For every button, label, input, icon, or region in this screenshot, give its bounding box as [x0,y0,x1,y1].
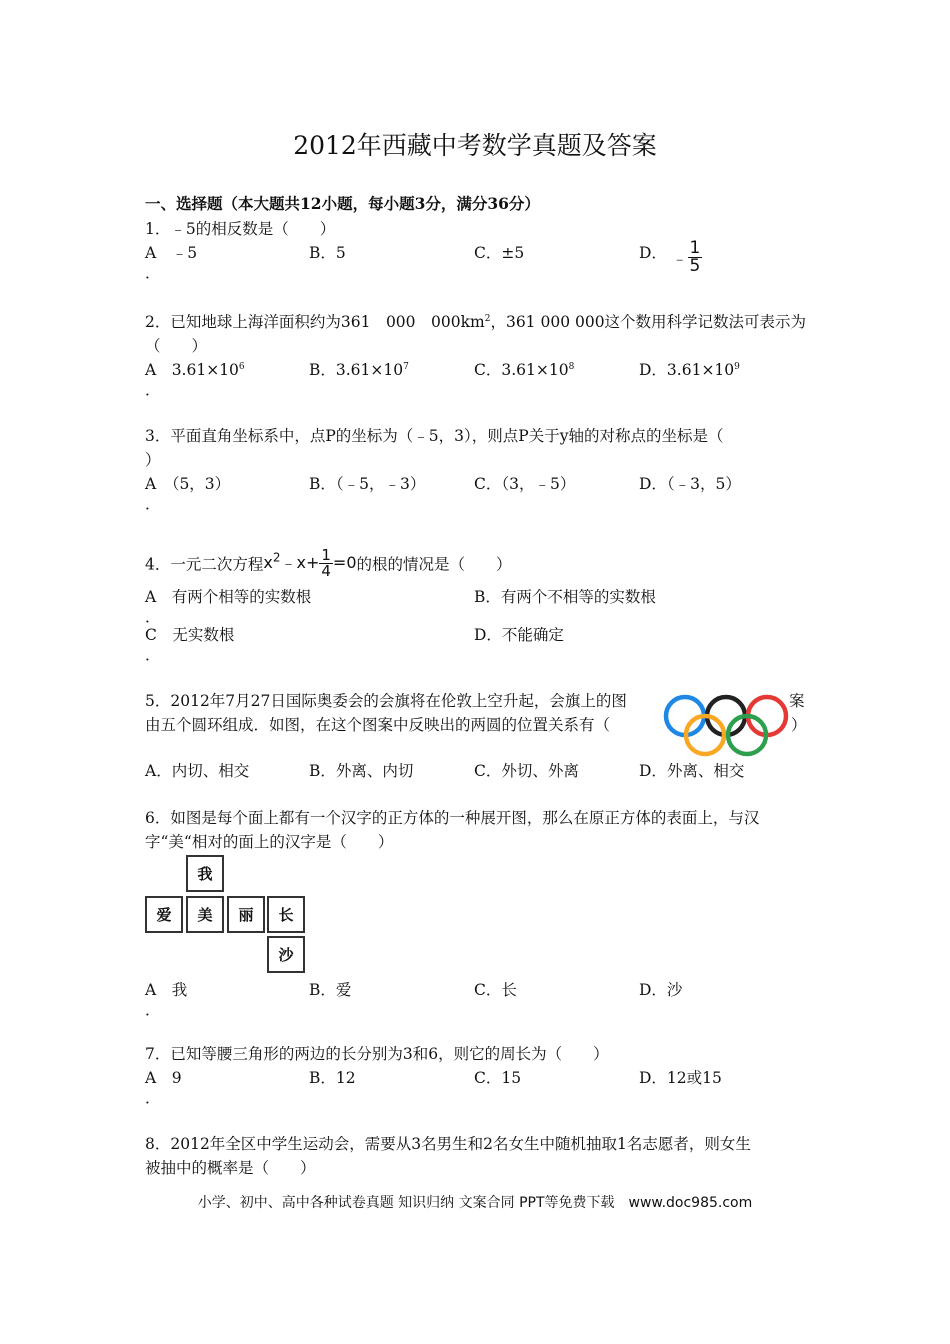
q4-eq-numerator: 1 [321,546,331,564]
q6-line2: 字“美“相对的面上的汉字是（ ） [145,833,394,851]
q2-c-sup: 8 [568,361,575,372]
q7-option-d: D．12或15 [639,1069,722,1087]
q1-option-d [639,241,667,263]
q5-option-b: B．外离、内切 [309,762,414,780]
q2-b-sup: 7 [403,361,409,372]
q3-option-d: D．（﹣3，5） [639,475,741,493]
q2-option-a-dot: ． [145,381,161,399]
q8-line2: 被抽中的概率是（ ） [145,1159,316,1177]
q1-d-numerator: 1 [689,238,701,258]
page-title: 2012年西藏中考数学真题及答案 [293,131,657,160]
q1-option-a-dot: ． [145,264,161,282]
q3-option-c: C．（3，﹣5） [474,475,576,493]
cube-net-figure [145,855,307,975]
q5-line2-tail: ） [791,716,807,734]
q2-a-text: A 3.61×10 [145,361,239,379]
q7-option-a: A 9 [145,1069,182,1087]
q3-option-a-dot: ． [145,495,161,513]
q2-d-sup: 9 [734,361,740,372]
q2-stem-text: 2．已知地球上海洋面积约为361 000 000km [145,313,485,331]
q7-option-b: B．12 [309,1069,356,1087]
q4-option-d: D．不能确定 [474,626,564,644]
q5-option-d: D．外离、相交 [639,762,745,780]
q8-line1: 8．2012年全区中学生运动会，需要从3名男生和2名女生中随机抽取1名志愿者，则女生 [145,1135,751,1153]
q4-eq-sup: 2 [272,550,281,565]
q4-option-c-dot: ． [145,646,161,664]
q3-option-a: A （5，3） [145,475,231,493]
q1-option-c: C．±5 [474,244,525,262]
q2-b-text: B．3.61×10 [309,361,404,379]
q5-line1: 5．2012年7月27日国际奥委会的会旗将在伦敦上空升起，会旗上的图 [145,692,627,710]
net-cell-ai: 爱 [145,896,183,933]
net-cell-wo: 我 [186,855,224,892]
q4-eq-denominator: 4 [321,562,331,580]
q3-paren: ） [145,451,161,469]
q2-stem-tail: ，361 000 000这个数用科学记数法可表示为 [490,313,807,331]
q4-option-a: A 有两个相等的实数根 [145,588,312,606]
q1-d-denominator: 5 [689,256,701,276]
q2-option-a [145,358,245,380]
q1-option-b: B．5 [309,244,346,262]
q7-stem: 7．已知等腰三角形的两边的长分别为3和6，则它的周长为（ ） [145,1045,609,1063]
q2-option-c [474,358,574,380]
q6-option-d: D．沙 [639,981,683,999]
q4-stem [145,548,512,579]
olympic-rings-figure [662,692,792,758]
net-cell-li: 丽 [227,896,265,933]
q6-line1: 6．如图是每个面上都有一个汉字的正方体的一种展开图，那么在原正方体的表面上，与汉 [145,809,760,827]
q6-option-a: A 我 [145,981,188,999]
q2-stem-sup: 2 [484,313,491,324]
q4-option-c: C 无实数根 [145,626,235,644]
q4-stem-post: 的根的情况是（ ） [356,555,512,574]
q4-option-a-dot: ． [145,608,161,626]
q4-stem-pre: 4．一元二次方程 [145,555,264,574]
q7-option-c: C．15 [474,1069,522,1087]
q2-d-text: D．3.61×10 [639,361,735,379]
q3-stem: 3．平面直角坐标系中，点P的坐标为（﹣5，3），则点P关于y轴的对称点的坐标是（ [145,427,724,445]
q1-option-d-fraction [672,240,702,275]
q2-stem [145,310,806,332]
q1-option-a: A ﹣5 [145,244,198,262]
net-cell-mei: 美 [186,896,224,933]
q2-a-sup: 6 [238,361,245,372]
q3-option-b: B．（﹣5，﹣3） [309,475,426,493]
q1-stem: 1．﹣5的相反数是（ ） [145,220,336,238]
q4-eq-mid: ﹣x+ [280,553,320,572]
q1-option-d-prefix: D． [639,244,667,262]
q2-paren: （ ） [145,337,208,355]
q6-option-b: B．爱 [309,981,352,999]
q6-option-a-dot: ． [145,1001,161,1019]
q1-d-sign: ﹣ [672,249,688,268]
q4-eq-x: x [263,553,273,572]
q7-option-a-dot: ． [145,1089,161,1107]
q4-option-b: B．有两个不相等的实数根 [474,588,656,606]
q2-option-d [639,358,740,380]
net-cell-chang: 长 [267,896,305,933]
section-heading: 一、选择题（本大题共12小题，每小题3分，满分36分） [145,194,540,213]
q4-equation [263,546,357,580]
q2-c-text: C．3.61×10 [474,361,569,379]
page-footer: 小学、初中、高中各种试卷真题 知识归纳 文案合同 PPT等免费下载 www.doc985.com [197,1195,753,1211]
net-cell-sha: 沙 [267,936,305,973]
q5-line2: 由五个圆环组成．如图，在这个图案中反映出的两圆的位置关系有（ [145,716,611,734]
q6-option-c: C．长 [474,981,517,999]
q5-option-a: A．内切、相交 [145,762,250,780]
q5-line1-tail: 案 [789,692,805,710]
q4-eq-tail: =0 [332,553,357,572]
q2-option-b [309,358,409,380]
q5-option-c: C．外切、外离 [474,762,579,780]
